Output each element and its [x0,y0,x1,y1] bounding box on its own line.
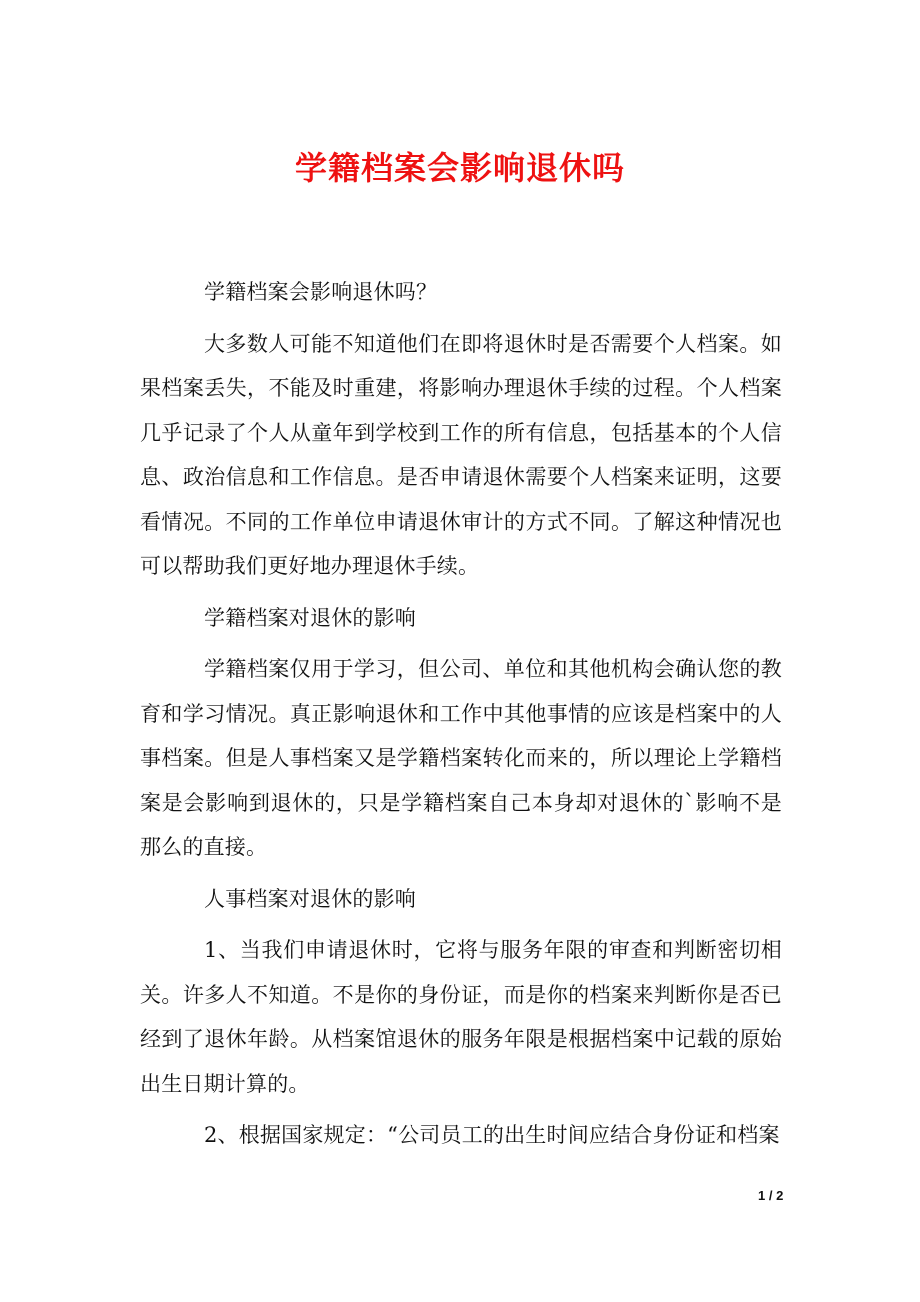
document-title: 学籍档案会影响退休吗 [294,149,625,187]
paragraph-intro: 大多数人可能不知道他们在即将退休时是否需要个人档案。如果档案丢失，不能及时重建，将影响办理退休手续的过程。个人档案几乎记录了个人从童年到学校到工作的所有信息，包括基本的个人信息、政治信息和工作信息。是否申请退休需要个人档案来证明，这要看情况。不同的工作单位申请退休审计的方式不同。了解这种情况也可以帮助我们更好地办理退休手续。 [140,331,782,578]
paragraph-point-2: 2、根据国家规定：“公司员工的出生时间应结合身份证和档案 [204,1123,780,1147]
paragraph-student-records: 学籍档案仅用于学习，但公司、单位和其他机构会确认您的教育和学习情况。真正影响退休和工作中其他事情的应该是档案中的人事档案。但是人事档案又是学籍档案转化而来的，所以理论上学籍档案是会影响到退休的，只是学籍档案自己本身却对退休的`影响不是那么的直接。 [140,657,782,859]
page-indicator: 1 / 2 [758,1188,784,1203]
section-heading-student-records: 学籍档案对退休的影响 [204,605,416,630]
paragraph-question: 学籍档案会影响退休吗？ [204,280,438,304]
paragraph-point-1: 1、当我们申请退休时，它将与服务年限的审查和判断密切相关。许多人不知道。不是你的身份证，而是你的档案来判断你是否已经到了退休年龄。从档案馆退休的服务年限是根据档案中记载的原始出生日期计算的。 [140,938,782,1096]
document-body [140,270,782,1165]
section-heading-personnel-records: 人事档案对退休的影响 [204,886,416,911]
